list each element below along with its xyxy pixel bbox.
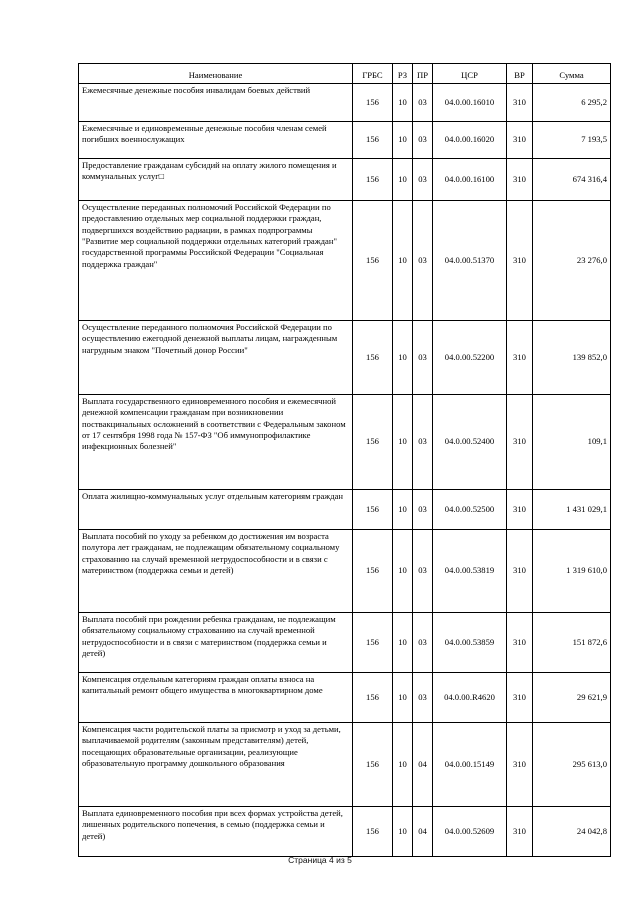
cell-rz: 10 bbox=[393, 490, 413, 530]
table-row bbox=[79, 159, 611, 201]
cell-name: Выплата государственного единовременного пособия и ежемесячной денежной компенсации гражданам при возникновении поствакцинальных осложнений в соответствии с Федеральным законом от 17 сентября 1998 года № 157-ФЗ "Об иммунопрофилактике инфекционных болезней" bbox=[79, 395, 353, 490]
table-row bbox=[79, 673, 611, 723]
cell-rz: 10 bbox=[393, 723, 413, 807]
cell-name: Оплата жилищно-коммунальных услуг отдельным категориям граждан bbox=[79, 490, 353, 530]
cell-grbs: 156 bbox=[353, 613, 393, 673]
cell-vr: 310 bbox=[507, 159, 533, 201]
cell-name: Ежемесячные и единовременные денежные пособия членам семей погибших военнослужащих bbox=[79, 122, 353, 159]
table-row bbox=[79, 395, 611, 490]
cell-csr: 04.0.00.53819 bbox=[433, 530, 507, 613]
cell-sum: 7 193,5 bbox=[533, 122, 611, 159]
cell-pr: 03 bbox=[413, 159, 433, 201]
table-row bbox=[79, 321, 611, 395]
cell-csr: 04.0.00.52609 bbox=[433, 807, 507, 857]
cell-name: Выплата единовременного пособия при всех формах устройства детей, лишенных родительского попечения, в семью (поддержка семьи и детей) bbox=[79, 807, 353, 857]
cell-name: Компенсация отдельным категориям граждан оплаты взноса на капитальный ремонт общего имущества в многоквартирном доме bbox=[79, 673, 353, 723]
cell-sum: 109,1 bbox=[533, 395, 611, 490]
cell-grbs: 156 bbox=[353, 395, 393, 490]
cell-grbs: 156 bbox=[353, 321, 393, 395]
table-body bbox=[79, 84, 611, 857]
table-row bbox=[79, 84, 611, 122]
cell-name: Предоставление гражданам субсидий на оплату жилого помещения и коммунальных услуг□ bbox=[79, 159, 353, 201]
cell-sum: 1 319 610,0 bbox=[533, 530, 611, 613]
cell-vr: 310 bbox=[507, 122, 533, 159]
cell-pr: 03 bbox=[413, 84, 433, 122]
cell-csr: 04.0.00.16010 bbox=[433, 84, 507, 122]
cell-sum: 674 316,4 bbox=[533, 159, 611, 201]
cell-rz: 10 bbox=[393, 613, 413, 673]
cell-csr: 04.0.00.15149 bbox=[433, 723, 507, 807]
cell-grbs: 156 bbox=[353, 122, 393, 159]
cell-sum: 295 613,0 bbox=[533, 723, 611, 807]
cell-vr: 310 bbox=[507, 395, 533, 490]
table-row bbox=[79, 201, 611, 321]
cell-grbs: 156 bbox=[353, 490, 393, 530]
cell-rz: 10 bbox=[393, 807, 413, 857]
header-grbs: ГРБС bbox=[353, 64, 393, 84]
cell-grbs: 156 bbox=[353, 530, 393, 613]
cell-name: Осуществление переданных полномочий Российской Федерации по предоставлению отдельных мер социальной поддержки граждан, подвергшихся воздействию радиации, в рамках подпрограммы "Развитие мер социальной поддержки отдельных категорий граждан" государственной программы Российской Федерации "Социальная поддержка граждан" bbox=[79, 201, 353, 321]
cell-pr: 03 bbox=[413, 201, 433, 321]
header-rz: РЗ bbox=[393, 64, 413, 84]
cell-vr: 310 bbox=[507, 673, 533, 723]
cell-sum: 29 621,9 bbox=[533, 673, 611, 723]
cell-rz: 10 bbox=[393, 395, 413, 490]
table-row bbox=[79, 723, 611, 807]
table-row bbox=[79, 807, 611, 857]
cell-sum: 151 872,6 bbox=[533, 613, 611, 673]
cell-pr: 03 bbox=[413, 395, 433, 490]
cell-sum: 1 431 029,1 bbox=[533, 490, 611, 530]
cell-csr: 04.0.00.R4620 bbox=[433, 673, 507, 723]
cell-name: Выплата пособий по уходу за ребенком до достижения им возраста полутора лет гражданам, не подлежащим обязательному социальному страхованию на случай временной нетрудоспособности и в связи с материнством (поддержка семьи и детей) bbox=[79, 530, 353, 613]
cell-csr: 04.0.00.52200 bbox=[433, 321, 507, 395]
cell-rz: 10 bbox=[393, 122, 413, 159]
cell-pr: 04 bbox=[413, 807, 433, 857]
cell-csr: 04.0.00.53859 bbox=[433, 613, 507, 673]
cell-vr: 310 bbox=[507, 723, 533, 807]
cell-name: Компенсация части родительской платы за присмотр и уход за детьми, выплачиваемой родителям (законным представителям) детей, посещающих образовательные организации, реализующие образовательную программу дошкольного образования bbox=[79, 723, 353, 807]
cell-csr: 04.0.00.52500 bbox=[433, 490, 507, 530]
cell-rz: 10 bbox=[393, 530, 413, 613]
cell-rz: 10 bbox=[393, 321, 413, 395]
cell-rz: 10 bbox=[393, 673, 413, 723]
header-sum: Сумма bbox=[533, 64, 611, 84]
header-name: Наименование bbox=[79, 64, 353, 84]
header-csr: ЦСР bbox=[433, 64, 507, 84]
cell-vr: 310 bbox=[507, 490, 533, 530]
cell-csr: 04.0.00.51370 bbox=[433, 201, 507, 321]
cell-csr: 04.0.00.52400 bbox=[433, 395, 507, 490]
cell-pr: 03 bbox=[413, 122, 433, 159]
cell-grbs: 156 bbox=[353, 84, 393, 122]
cell-vr: 310 bbox=[507, 201, 533, 321]
cell-pr: 03 bbox=[413, 321, 433, 395]
cell-pr: 03 bbox=[413, 613, 433, 673]
cell-vr: 310 bbox=[507, 84, 533, 122]
cell-vr: 310 bbox=[507, 613, 533, 673]
header-vr: ВР bbox=[507, 64, 533, 84]
table-row bbox=[79, 122, 611, 159]
cell-grbs: 156 bbox=[353, 807, 393, 857]
cell-pr: 03 bbox=[413, 673, 433, 723]
cell-rz: 10 bbox=[393, 201, 413, 321]
cell-pr: 03 bbox=[413, 530, 433, 613]
cell-sum: 24 042,8 bbox=[533, 807, 611, 857]
cell-grbs: 156 bbox=[353, 723, 393, 807]
cell-name: Выплата пособий при рождении ребенка гражданам, не подлежащим обязательному социальному страхованию на случай временной нетрудоспособности и в связи с материнством (поддержка семьи и детей) bbox=[79, 613, 353, 673]
cell-pr: 03 bbox=[413, 490, 433, 530]
cell-rz: 10 bbox=[393, 84, 413, 122]
cell-sum: 139 852,0 bbox=[533, 321, 611, 395]
cell-vr: 310 bbox=[507, 530, 533, 613]
cell-sum: 23 276,0 bbox=[533, 201, 611, 321]
cell-grbs: 156 bbox=[353, 159, 393, 201]
cell-csr: 04.0.00.16020 bbox=[433, 122, 507, 159]
header-pr: ПР bbox=[413, 64, 433, 84]
cell-vr: 310 bbox=[507, 807, 533, 857]
cell-name: Осуществление переданного полномочия Российской Федерации по осуществлению ежегодной денежной выплаты лицам, награжденным нагрудным знаком "Почетный донор России" bbox=[79, 321, 353, 395]
cell-pr: 04 bbox=[413, 723, 433, 807]
table-row bbox=[79, 613, 611, 673]
cell-sum: 6 295,2 bbox=[533, 84, 611, 122]
budget-table bbox=[78, 63, 611, 857]
table-row bbox=[79, 530, 611, 613]
cell-rz: 10 bbox=[393, 159, 413, 201]
table-row bbox=[79, 490, 611, 530]
cell-grbs: 156 bbox=[353, 201, 393, 321]
page-number: Страница 4 из 5 bbox=[288, 855, 352, 865]
cell-name: Ежемесячные денежные пособия инвалидам боевых действий bbox=[79, 84, 353, 122]
cell-csr: 04.0.00.16100 bbox=[433, 159, 507, 201]
cell-vr: 310 bbox=[507, 321, 533, 395]
cell-grbs: 156 bbox=[353, 673, 393, 723]
table-header-row bbox=[79, 64, 611, 84]
